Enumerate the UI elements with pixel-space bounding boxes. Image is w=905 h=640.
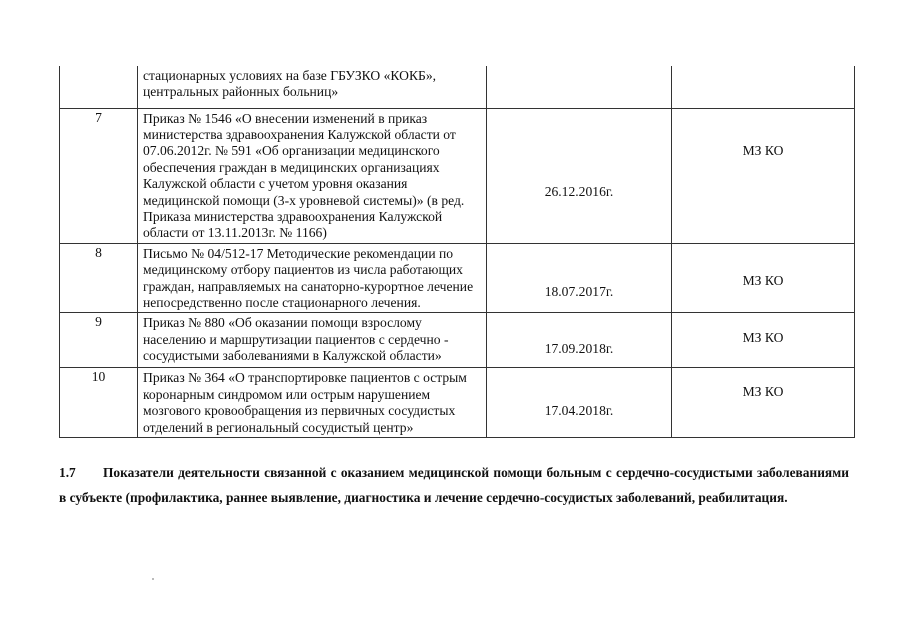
table-row xyxy=(60,66,855,108)
row-number xyxy=(60,66,137,67)
row-organization: МЗ КО xyxy=(742,330,784,346)
table-row xyxy=(60,368,855,438)
row-date: 26.12.2016г. xyxy=(544,184,614,200)
row-organization-cell xyxy=(672,368,855,438)
row-date-cell xyxy=(487,313,672,368)
row-description-cell xyxy=(138,313,487,368)
row-number: 8 xyxy=(95,244,102,260)
row-organization-cell xyxy=(672,243,855,313)
row-date: 17.09.2018г. xyxy=(544,340,614,356)
table-row xyxy=(60,243,855,313)
row-number-cell xyxy=(60,243,138,313)
row-number: 9 xyxy=(95,314,102,330)
row-organization-cell xyxy=(672,313,855,368)
scan-speck xyxy=(152,578,154,580)
row-description-cell xyxy=(138,243,487,313)
row-date-cell xyxy=(487,243,672,313)
row-number-cell xyxy=(60,313,138,368)
row-number-cell xyxy=(60,368,138,438)
section-text: Показатели деятельности связанной с оказанием медицинской помощи больным с сердечно-сосудистыми заболеваниями в субъекте (профилактика, раннее выявление, диагностика и лечение сердечно-сосудистых заболеваний, реабилитация. xyxy=(59,465,849,505)
row-date-cell xyxy=(487,368,672,438)
row-organization: МЗ КО xyxy=(742,272,784,288)
row-description: Приказ № 1546 «О внесении изменений в приказ министерства здравоохранения Калужской области от 07.06.2012г. № 591 «Об организации медицинского обеспечения граждан в медицинских организациях Калужской области с учетом уровня оказания медицинской помощи (3-х уровневой системы)» (в ред. Приказа министерства здравоохранения Калужской области от 13.11.2013г. № 1166) xyxy=(143,110,465,241)
row-description-cell xyxy=(138,368,487,438)
row-number: 7 xyxy=(95,109,102,125)
section-number: 1.7 xyxy=(59,465,76,480)
row-date-cell xyxy=(487,66,672,108)
row-organization-cell xyxy=(672,66,855,108)
row-organization: МЗ КО xyxy=(742,384,784,400)
row-description-cell xyxy=(138,108,487,243)
section-heading xyxy=(59,460,849,510)
row-description: стационарных условиях на базе ГБУЗКО «КОКБ», центральных районных больниц» xyxy=(143,68,437,100)
row-description: Приказ № 880 «Об оказании помощи взрослому населению и маршрутизации пациентов с сердечно - сосудистыми заболеваниями в Калужской области» xyxy=(143,315,449,364)
row-description-cell xyxy=(138,66,487,108)
row-number: 10 xyxy=(91,369,106,385)
table-row xyxy=(60,313,855,368)
row-description: Письмо № 04/512-17 Методические рекомендации по медицинскому отбору пациентов из числа работающих граждан, направляемых на санаторно-курортное лечение непосредственно после стационарного лечения. xyxy=(143,245,474,310)
row-date: 18.07.2017г. xyxy=(544,284,614,300)
row-number-cell xyxy=(60,108,138,243)
row-organization: МЗ КО xyxy=(742,142,784,158)
row-description: Приказ № 364 «О транспортировке пациентов с острым коронарным синдромом или острым нарушением мозгового кровообращения из первичных сосудистых отделений в региональный сосудистый центр» xyxy=(143,370,467,435)
row-number-cell xyxy=(60,66,138,108)
row-date-cell xyxy=(487,108,672,243)
row-date: 17.04.2018г. xyxy=(544,402,614,418)
row-organization-cell xyxy=(672,108,855,243)
documents-table xyxy=(59,66,855,438)
table-row xyxy=(60,108,855,243)
